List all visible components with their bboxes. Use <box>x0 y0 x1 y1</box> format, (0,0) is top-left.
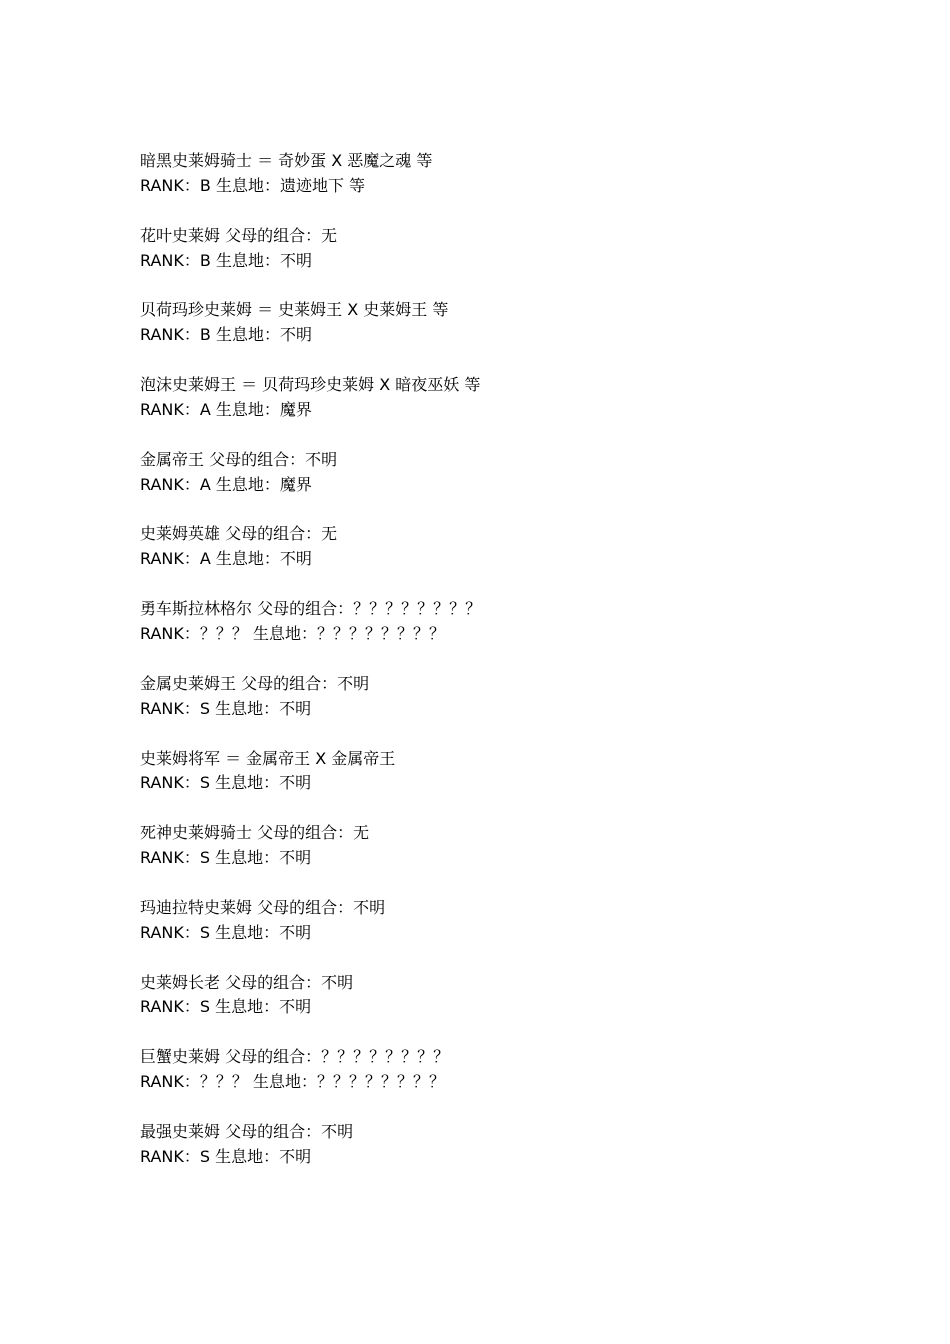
monster-recipe: 泡沫史莱姆王 ＝ 贝荷玛珍史莱姆 X 暗夜巫妖 等 <box>140 375 481 395</box>
monster-entry <box>140 1045 900 1120</box>
monster-entry <box>140 149 900 224</box>
monster-entry <box>140 821 900 896</box>
monster-rank-habitat: RANK：B 生息地：不明 <box>140 250 312 270</box>
monster-entry <box>140 373 900 448</box>
monster-rank-habitat: RANK：？？？ 生息地：？？？？？？？？ <box>140 1072 445 1092</box>
monster-rank-habitat: RANK：A 生息地：不明 <box>140 549 312 569</box>
monster-rank-habitat: RANK：S 生息地：不明 <box>140 698 312 718</box>
monster-entry <box>140 1120 900 1195</box>
monster-recipe: 金属帝王 父母的组合：不明 <box>140 449 338 469</box>
monster-recipe: 玛迪拉特史莱姆 父母的组合：不明 <box>140 897 386 917</box>
monster-recipe: 花叶史莱姆 父母的组合：无 <box>140 225 338 245</box>
monster-entry <box>140 971 900 1046</box>
monster-rank-habitat: RANK：S 生息地：不明 <box>140 1146 312 1166</box>
monster-entry <box>140 224 900 299</box>
monster-rank-habitat: RANK：A 生息地：魔界 <box>140 474 312 494</box>
monster-rank-habitat: RANK：B 生息地：不明 <box>140 325 312 345</box>
monster-rank-habitat: RANK：B 生息地：遗迹地下 等 <box>140 175 366 195</box>
monster-rank-habitat: RANK：S 生息地：不明 <box>140 848 312 868</box>
monster-entry <box>140 747 900 822</box>
monster-recipe: 史莱姆将军 ＝ 金属帝王 X 金属帝王 <box>140 748 396 768</box>
document-page <box>140 149 900 1195</box>
monster-entry <box>140 597 900 672</box>
monster-recipe: 勇车斯拉林格尔 父母的组合：？？？？？？？？ <box>140 599 482 619</box>
monster-entry <box>140 298 900 373</box>
monster-recipe: 贝荷玛珍史莱姆 ＝ 史莱姆王 X 史莱姆王 等 <box>140 300 449 320</box>
monster-rank-habitat: RANK：A 生息地：魔界 <box>140 399 312 419</box>
monster-rank-habitat: RANK：S 生息地：不明 <box>140 922 312 942</box>
monster-recipe: 史莱姆英雄 父母的组合：无 <box>140 524 338 544</box>
monster-recipe: 巨蟹史莱姆 父母的组合：？？？？？？？？ <box>140 1047 450 1067</box>
monster-rank-habitat: RANK：S 生息地：不明 <box>140 997 312 1017</box>
monster-recipe: 金属史莱姆王 父母的组合：不明 <box>140 673 370 693</box>
monster-recipe: 史莱姆长老 父母的组合：不明 <box>140 972 354 992</box>
monster-rank-habitat: RANK：S 生息地：不明 <box>140 773 312 793</box>
monster-entry <box>140 896 900 971</box>
monster-recipe: 最强史莱姆 父母的组合：不明 <box>140 1121 354 1141</box>
monster-entry <box>140 672 900 747</box>
monster-entry <box>140 448 900 523</box>
monster-recipe: 死神史莱姆骑士 父母的组合：无 <box>140 823 370 843</box>
monster-recipe: 暗黑史莱姆骑士 ＝ 奇妙蛋 X 恶魔之魂 等 <box>140 151 433 170</box>
monster-rank-habitat: RANK：？？？ 生息地：？？？？？？？？ <box>140 624 445 644</box>
monster-entry <box>140 522 900 597</box>
